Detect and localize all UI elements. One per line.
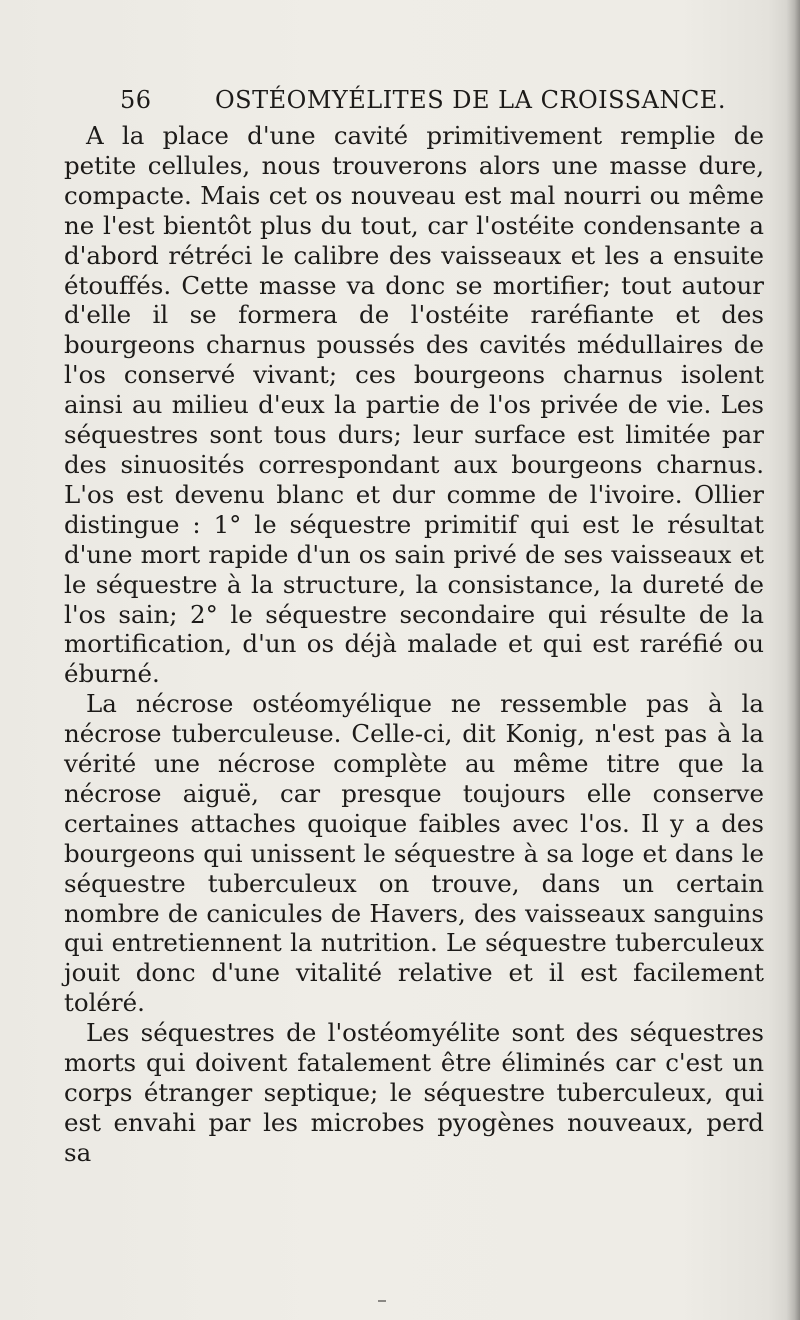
- paragraph-2: La nécrose ostéomyélique ne ressemble pas à la nécrose tuberculeuse. Celle-ci, dit Konig, n'est pas à la vérité une nécrose complète au même titre que la nécrose aiguë, car presque toujours elle conserve certaines attaches quoique faibles avec l'os. Il y a des bourgeons qui unissent le séquestre à sa loge et dans le séquestre tuberculeux on trouve, dans un certain nombre de canicules de Havers, des vaisseaux sanguins qui entretiennent la nutrition. Le séquestre tuberculeux jouit donc d'une vitalité relative et il est facilement toléré.: [64, 689, 764, 1018]
- running-title: OSTÉOMYÉLITES DE LA CROISSANCE.: [215, 86, 726, 114]
- paragraph-1: A la place d'une cavité primitivement remplie de petite cellules, nous trouverons alors une masse dure, compacte. Mais cet os nouveau est mal nourri ou même ne l'est bientôt plus du tout, car l'ostéite condensante a d'abord rétréci le calibre des vaisseaux et les a ensuite étouffés. Cette masse va donc se mortifier; tout autour d'elle il se formera de l'ostéite raréfiante et des bourgeons charnus poussés des cavités médullaires de l'os conservé vivant; ces bourgeons charnus isolent ainsi au milieu d'eux la partie de l'os privée de vie. Les séquestres sont tous durs; leur surface est limitée par des sinuosités correspondant aux bourgeons charnus. L'os est devenu blanc et dur comme de l'ivoire. Ollier distingue : 1° le séquestre primitif qui est le résultat d'une mort rapide d'un os sain privé de ses vaisseaux et le séquestre à la structure, la consistance, la dureté de l'os sain; 2° le séquestre secondaire qui résulte de la mortification, d'un os déjà malade et qui est raréfié ou éburné.: [64, 121, 764, 689]
- page-number: 56: [120, 86, 152, 114]
- paragraph-3: Les séquestres de l'ostéomyélite sont des séquestres morts qui doivent fatalement être éliminés car c'est un corps étranger septique; le séquestre tuberculeux, qui est envahi par les microbes pyogènes nouveaux, perd sa: [64, 1018, 764, 1167]
- page-mark: [378, 1300, 386, 1302]
- running-head: [120, 86, 726, 116]
- body-text: [64, 121, 764, 1168]
- page-edge: [786, 0, 800, 1320]
